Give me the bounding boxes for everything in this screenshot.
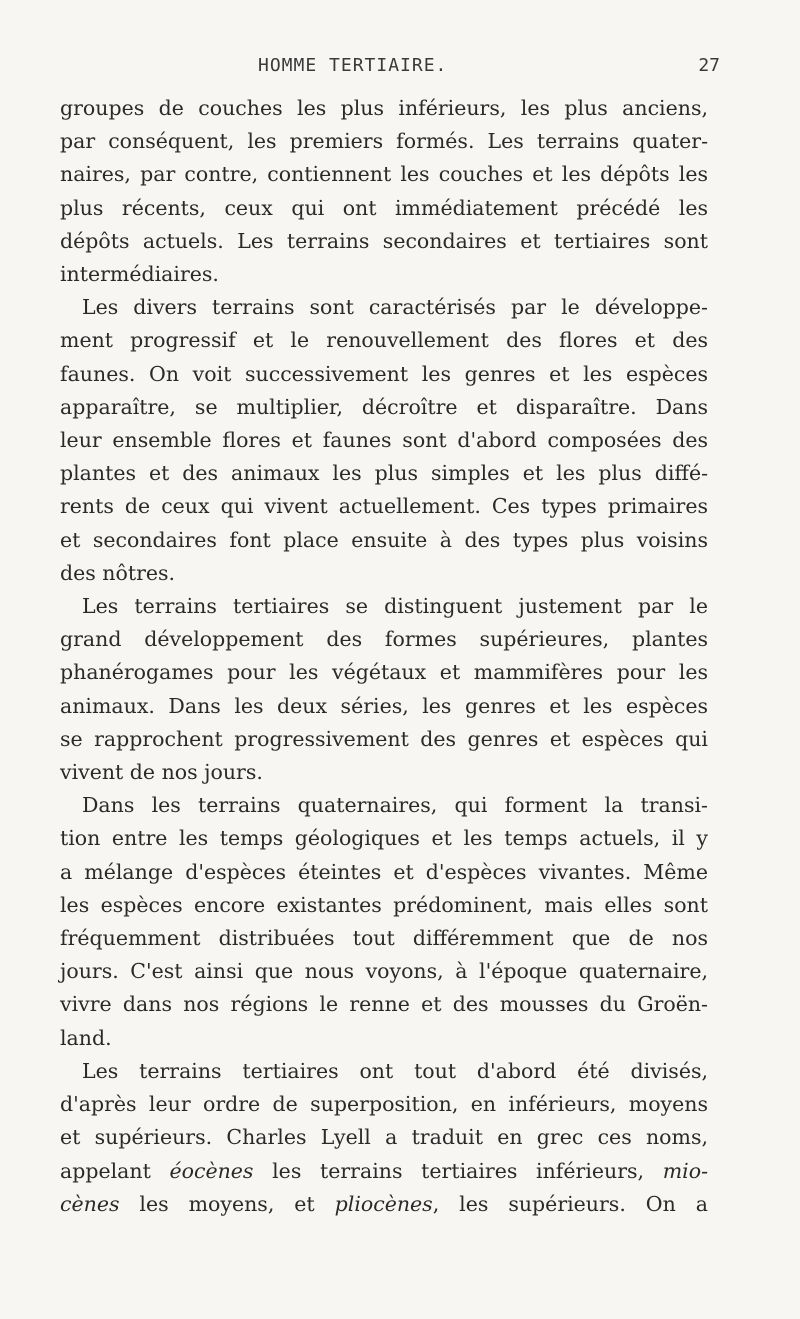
- text-line: groupes de couches les plus inférieurs, les plus anciens,: [60, 96, 708, 120]
- text-line: apparaître, se multiplier, décroître et disparaître. Dans: [60, 394, 708, 419]
- text-line: intermédiaires.: [60, 262, 219, 287]
- paragraph-1: [60, 92, 708, 291]
- text-line-mixed: [60, 1155, 708, 1188]
- text-line: les espèces encore existantes prédominent, mais elles sont: [60, 892, 708, 917]
- text-line: vivre dans nos régions le renne et des mousses du Groën-: [60, 992, 708, 1017]
- text-line: jours. C'est ainsi que nous voyons, à l'époque quaternaire,: [60, 959, 708, 984]
- text-line: tion entre les temps géologiques et les temps actuels, il y: [60, 826, 708, 851]
- text-run: les moyens, et: [119, 1191, 335, 1216]
- text-line: d'après leur ordre de superposition, en inférieurs, moyens: [60, 1092, 708, 1117]
- text-line: Les terrains tertiaires se distinguent justement par le: [82, 594, 708, 619]
- text-line: land.: [60, 1025, 112, 1050]
- text-line: Les terrains tertiaires ont tout d'abord été divisés,: [82, 1058, 708, 1083]
- book-page: [60, 0, 768, 1319]
- text-line: dépôts actuels. Les terrains secondaires et tertiaires sont: [60, 228, 708, 253]
- italic-term-miocenes-part2: cènes: [60, 1191, 120, 1216]
- text-line: fréquemment distribuées tout différemment que de nos: [60, 926, 708, 951]
- italic-term-miocenes-part1: mio-: [662, 1158, 708, 1183]
- text-line: a mélange d'espèces éteintes et d'espèces vivantes. Même: [60, 859, 708, 884]
- page-number: 27: [698, 55, 720, 76]
- text-line: Dans les terrains quaternaires, qui forment la transi-: [82, 793, 708, 818]
- text-line: plus récents, ceux qui ont immédiatement précédé les: [60, 195, 708, 220]
- text-line: et secondaires font place ensuite à des types plus voisins: [60, 527, 708, 552]
- italic-term-eocenes: éocènes: [169, 1158, 254, 1183]
- text-line: rents de ceux qui vivent actuellement. Ces types primaires: [60, 494, 708, 519]
- text-line: plantes et des animaux les plus simples et les plus diffé-: [60, 461, 708, 486]
- text-line: se rapprochent progressivement des genres et espèces qui: [60, 726, 708, 751]
- italic-term-pliocenes: pliocènes: [334, 1191, 433, 1216]
- paragraph-2: [60, 291, 708, 590]
- text-run: appelant: [60, 1158, 170, 1183]
- text-line: Les divers terrains sont caractérisés par le développe-: [82, 295, 708, 320]
- text-line: des nôtres.: [60, 560, 176, 585]
- text-line: grand développement des formes supérieures, plantes: [60, 627, 708, 652]
- body-text: [60, 92, 708, 1221]
- text-line: animaux. Dans les deux séries, les genres et les espèces: [60, 693, 708, 718]
- paragraph-5: [60, 1055, 708, 1221]
- text-line: leur ensemble flores et faunes sont d'abord composées des: [60, 428, 708, 453]
- text-line: vivent de nos jours.: [60, 760, 263, 785]
- text-line: naires, par contre, contiennent les couches et les dépôts les: [60, 162, 708, 187]
- text-run: les terrains tertiaires inférieurs,: [253, 1158, 663, 1183]
- paragraph-3: [60, 590, 708, 789]
- running-title: HOMME TERTIAIRE.: [258, 55, 448, 76]
- text-line: phanérogames pour les végétaux et mammifères pour les: [60, 660, 708, 685]
- running-head: [60, 55, 720, 83]
- text-line-mixed: [60, 1188, 708, 1221]
- text-line: faunes. On voit successivement les genres et les espèces: [60, 361, 708, 386]
- text-run: , les supérieurs. On a: [432, 1191, 708, 1216]
- text-line: et supérieurs. Charles Lyell a traduit en grec ces noms,: [60, 1125, 708, 1150]
- text-line: ment progressif et le renouvellement des flores et des: [60, 328, 708, 353]
- text-line: par conséquent, les premiers formés. Les terrains quater-: [60, 129, 708, 154]
- paragraph-4: [60, 789, 708, 1055]
